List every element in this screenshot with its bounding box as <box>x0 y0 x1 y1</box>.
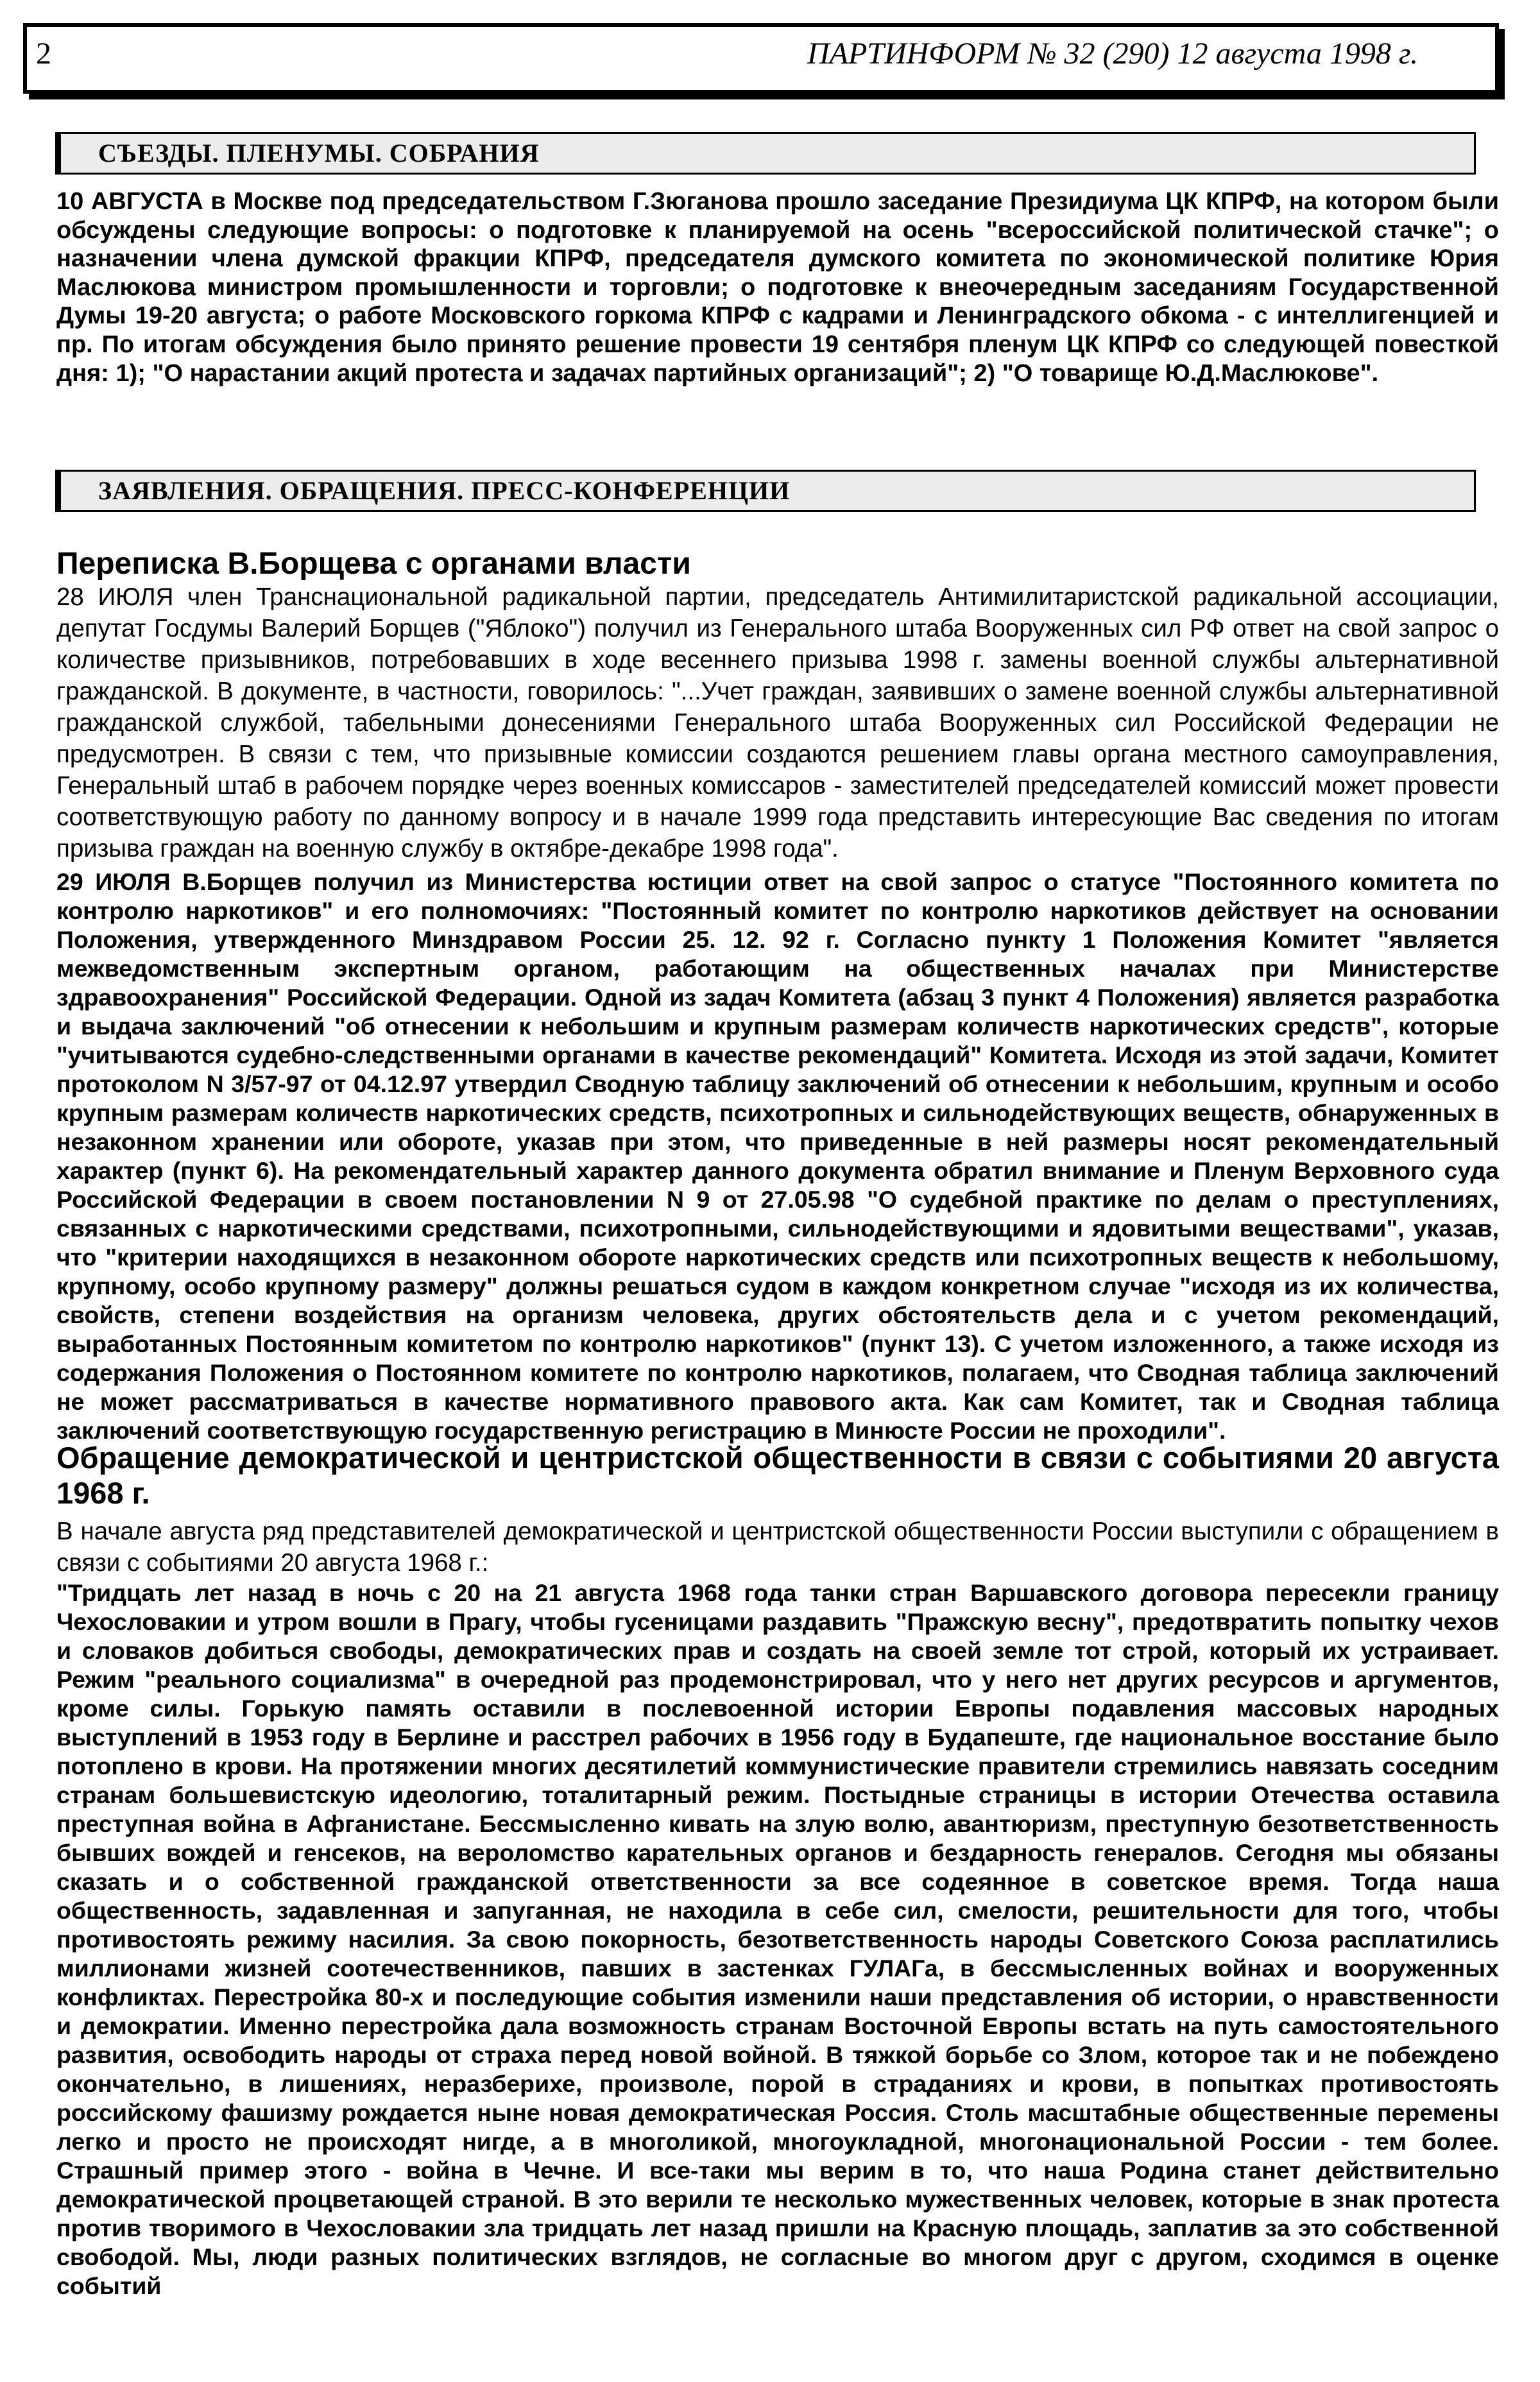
article-title-appeal: Обращение демократической и центристской общественности в связи с событиями 20 августа 1968 г. <box>56 1441 1499 1510</box>
congress-paragraph: 10 АВГУСТА в Москве под председательством Г.Зюганова прошло заседание Президиума ЦК КПРФ, на котором были обсуждены следующие вопросы: о подготовке к планируемой на осень "всероссийской политической стачке"; о назначении члена думской фракции КПРФ, председателя думского комитета по экономической политике Юрия Маслюкова министром промышленности и торговли; о подготовке к внеочередным заседаниям Государственной Думы 19-20 августа; о работе Московского горкома КПРФ с кадрами и Ленинградского обкома - с интеллигенцией и пр. По итогам обсуждения было принято решение провести 19 сентября пленум ЦК КПРФ со следующей повесткой дня: 1); "О нарастании акций протеста и задачах партийных организаций"; 2) "О товарище Ю.Д.Маслюкове". <box>56 188 1499 387</box>
section-heading-congresses: СЪЕЗДЫ. ПЛЕНУМЫ. СОБРАНИЯ <box>59 132 1476 175</box>
publication-title: ПАРТИНФОРМ № 32 (290) 12 августа 1998 г. <box>807 37 1418 71</box>
page-number: 2 <box>36 37 51 71</box>
article-appeal-body: "Тридцать лет назад в ночь с 20 на 21 августа 1968 года танки стран Варшавского договора пересекли границу Чехословакии и утром вошли в Прагу, чтобы гусеницами раздавить "Пражскую весну", предотвратить попытку чехов и словаков добиться свободы, демократических прав и создать на своей земле тот строй, который их устраивает. Режим "реального социализма" в очередной раз продемонстрировал, что у него нет других ресурсов и аргументов, кроме силы. Горькую память оставили в послевоенной истории Европы подавления массовых народных выступлений в 1953 году в Берлине и расстрел рабочих в 1956 году в Будапеште, где национальное восстание было потоплено в крови. На протяжении многих десятилетий коммунистические правители стремились навязать соседним странам большевистскую идеологию, тоталитарный режим. Постыдные страницы в истории Отечества оставила преступная война в Афганистане. Бессмысленно кивать на злую волю, авантюризм, преступную безответственность бывших вождей и генсеков, на вероломство карательных органов и бездарность генералов. Сегодня мы обязаны сказать и о собственной гражданской ответственности за все содеянное в советское время. Тогда наша общественность, задавленная и запуганная, не находила в себе сил, смелости, решительности для того, чтобы противостоять режиму насилия. За свою покорность, безответственность народы Советского Союза расплатились миллионами жизней соотечественников, павших в застенках ГУЛАГа, в бессмысленных войнах и вооруженных конфликтах. Перестройка 80-х и последующие события изменили наши представления об истории, о нравственности и демократии. Именно перестройка дала возможность странам Восточной Европы встать на путь самостоятельного развития, освободить народы от страха перед новой войной. В тяжкой борьбе со Злом, которое так и не побеждено окончательно, в лишениях, неразберихе, произволе, порой в страданиях и крови, в попытках противостоять российскому фашизму рождается ныне новая демократическая Россия. Столь масштабные общественные перемены легко и просто не происходят нигде, а в многоликой, многоукладной, многонациональной России - тем более. Страшный пример этого - война в Чечне. И все-таки мы верим в то, что наша Родина станет действительно демократической процветающей страной. В это верили те несколько мужественных человек, которые в знак протеста против творимого в Чехословакии зла тридцать лет назад пришли на Красную площадь, заплатив за это собственной свободой. Мы, люди разных политических взглядов, не согласные во многом друг с другом, сходимся в оценке событий <box>56 1579 1499 2299</box>
article-title-borshchev: Переписка В.Борщева с органами власти <box>56 547 691 581</box>
page-header <box>23 23 1499 94</box>
article-borshchev-paragraph-1: 28 ИЮЛЯ член Транснациональной радикальной партии, председатель Антимилитаристской радикальной ассоциации, депутат Госдумы Валерий Борщев ("Яблоко") получил из Генерального штаба Вооруженных сил РФ ответ на свой запрос о количестве призывников, потребовавших в ходе весеннего призыва 1998 г. замены военной службы альтернативной гражданской. В документе, в частности, говорилось: "...Учет граждан, заявивших о замене военной службы альтернативной гражданской службой, табельными донесениями Генерального штаба Вооруженных сил Российской Федерации не предусмотрен. В связи с тем, что призывные комиссии создаются решением главы органа местного самоуправления, Генеральный штаб в рабочем порядке через военных комиссаров - заместителей председателей комиссий может провести соответствующую работу по данному вопросу и в начале 1999 года представить интересующие Вас сведения по итогам призыва граждан на военную службу в октябре-декабре 1998 года". <box>56 583 1499 862</box>
article-borshchev-paragraph-2: 29 ИЮЛЯ В.Борщев получил из Министерства юстиции ответ на свой запрос о статусе "Постоянного комитета по контролю наркотиков" и его полномочиях: "Постоянный комитет по контролю наркотиков действует на основании Положения, утвержденного Минздравом России 25. 12. 92 г. Согласно пункту 1 Положения Комитет "является межведомственным экспертным органом, работающим на общественных началах при Министерстве здравоохранения" Российской Федерации. Одной из задач Комитета (абзац 3 пункт 4 Положения) является разработка и выдача заключений "об отнесении к небольшим и крупным размерам количеств наркотических средств", которые "учитываются судебно-следственными органами в качестве рекомендаций" Комитета. Исходя из этой задачи, Комитет протоколом N 3/57-97 от 04.12.97 утвердил Сводную таблицу заключений об отнесении к небольшим, крупным и особо крупным размерам количеств наркотических средств, психотропных и сильнодействующих веществ, обнаруженных в незаконном хранении или обороте, указав при этом, что приведенные в ней размеры носят рекомендательный характер (пункт 6). На рекомендательный характер данного документа обратил внимание и Пленум Верховного суда Российской Федерации в своем постановлении N 9 от 27.05.98 "О судебной практике по делам о преступлениях, связанных с наркотическими средствами, психотропными, сильнодействующими и ядовитыми веществами", указав, что "критерии находящихся в незаконном обороте наркотических средств или психотропных веществ к небольшому, крупному, особо крупному размеру" должны решаться судом в каждом конкретном случае "исходя из их количества, свойств, степени воздействия на организм человека, других обстоятельств дела и с учетом рекомендаций, выработанных Постоянным комитетом по контролю наркотиков" (пункт 13). С учетом изложенного, а также исходя из содержания Положения о Постоянном комитете по контролю наркотиков, полагаем, что Сводная таблица заключений не может рассматриваться в качестве нормативного правового акта. Как сам Комитет, так и Сводная таблица заключений соответствующую государственную регистрацию в Минюсте России не проходили". <box>56 868 1499 1444</box>
section-heading-statements: ЗАЯВЛЕНИЯ. ОБРАЩЕНИЯ. ПРЕСС-КОНФЕРЕНЦИИ <box>59 470 1476 512</box>
article-appeal-intro: В начале августа ряд представителей демократической и центристской общественности России выступили с обращением в связи с событиями 20 августа 1968 г.: <box>56 1518 1499 1577</box>
